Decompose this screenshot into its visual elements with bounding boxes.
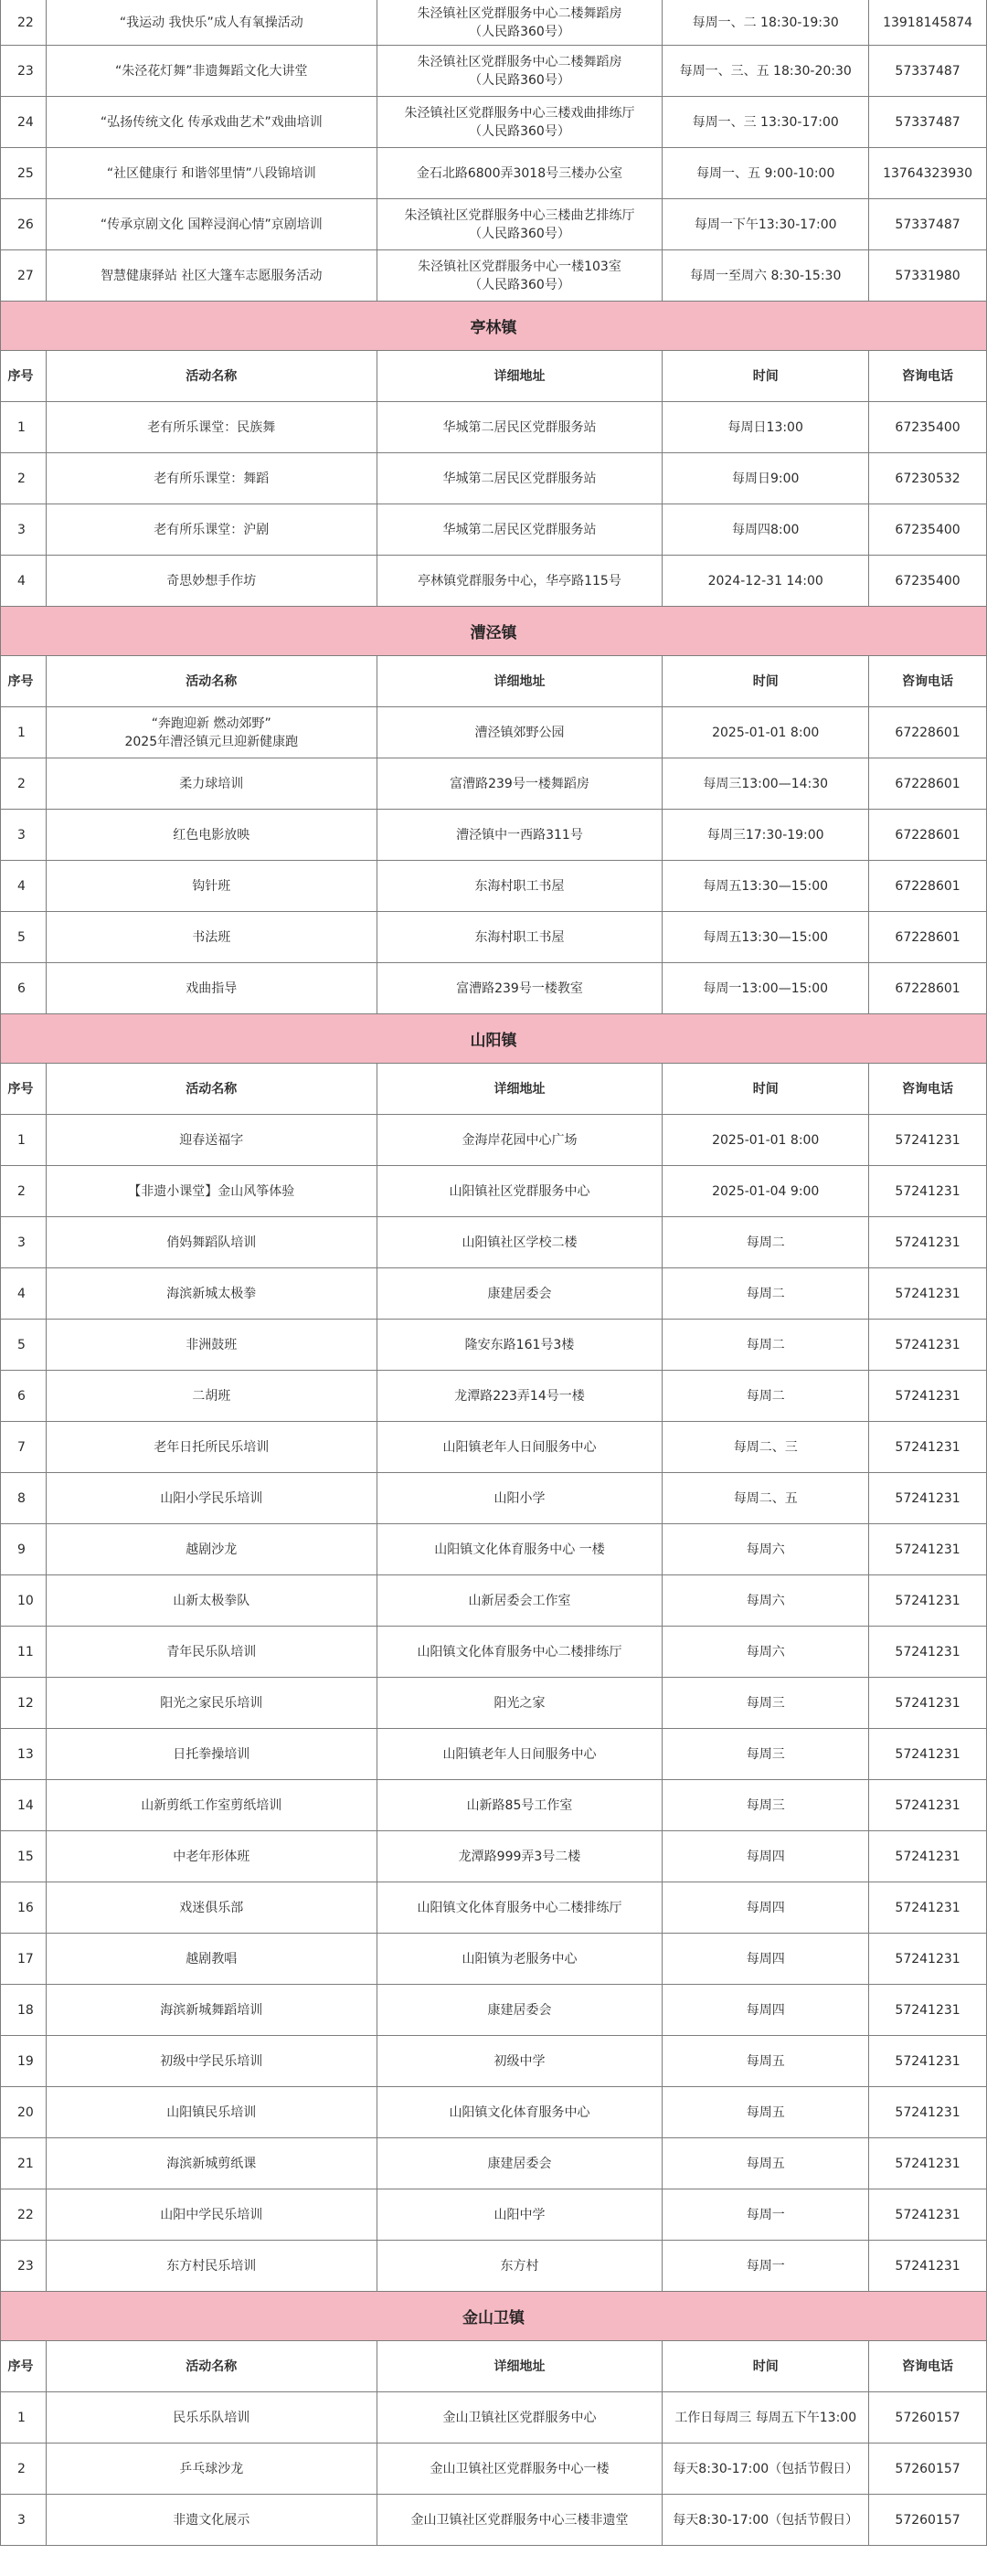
table-row xyxy=(1,1320,987,1371)
cell-phone: 57241231 xyxy=(869,2189,987,2240)
cell-name: 东方村民乐培训 xyxy=(47,2241,377,2291)
cell-no: 18 xyxy=(1,1985,47,2035)
cell-name: 老年日托所民乐培训 xyxy=(47,1422,377,1472)
cell-name: “弘扬传统文化 传承戏曲艺术”戏曲培训 xyxy=(47,97,377,147)
cell-phone: 57260157 xyxy=(869,2495,987,2545)
table-row xyxy=(1,97,987,148)
cell-time: 每周二 xyxy=(663,1268,869,1319)
cell-phone: 57241231 xyxy=(869,1371,987,1421)
cell-time: 每周六 xyxy=(663,1627,869,1677)
table-header-row xyxy=(1,2341,987,2392)
cell-name: 迎春送福字 xyxy=(47,1115,377,1165)
cell-no: 3 xyxy=(1,1217,47,1267)
cell-address: 东海村职工书屋 xyxy=(377,861,663,911)
cell-name: 日托拳操培训 xyxy=(47,1729,377,1779)
table-row xyxy=(1,453,987,504)
table-row xyxy=(1,1575,987,1627)
table-row xyxy=(1,2241,987,2292)
cell-address: 山阳镇老年人日间服务中心 xyxy=(377,1422,663,1472)
cell-time: 每周一13:00—15:00 xyxy=(663,963,869,1013)
cell-time: 每周六 xyxy=(663,1524,869,1574)
cell-name: 山新太极拳队 xyxy=(47,1575,377,1626)
cell-time: 每周四8:00 xyxy=(663,504,869,555)
table-row xyxy=(1,2138,987,2189)
cell-name: 乒乓球沙龙 xyxy=(47,2443,377,2494)
table-row xyxy=(1,2495,987,2546)
cell-no: 2 xyxy=(1,758,47,809)
cell-time: 每周三 xyxy=(663,1729,869,1779)
cell-address: 山阳镇文化体育服务中心 xyxy=(377,2087,663,2137)
cell-address: 金石北路6800弄3018号三楼办公室 xyxy=(377,148,663,198)
cell-time: 时间 xyxy=(663,656,869,706)
cell-phone: 67235400 xyxy=(869,402,987,452)
cell-phone: 57241231 xyxy=(869,1627,987,1677)
table-row xyxy=(1,1115,987,1166)
section-title: 漕泾镇 xyxy=(1,607,987,656)
cell-phone: 57337487 xyxy=(869,46,987,96)
cell-time: 每周一、三 13:30-17:00 xyxy=(663,97,869,147)
table-row xyxy=(1,199,987,250)
cell-no: 4 xyxy=(1,861,47,911)
cell-address: 朱泾镇社区党群服务中心二楼舞蹈房 （人民路360号） xyxy=(377,46,663,96)
cell-name: “朱泾花灯舞”非遗舞蹈文化大讲堂 xyxy=(47,46,377,96)
cell-phone: 57241231 xyxy=(869,1882,987,1933)
cell-time: 每天8:30-17:00（包括节假日） xyxy=(663,2495,869,2545)
cell-no: 1 xyxy=(1,707,47,758)
cell-name: 书法班 xyxy=(47,912,377,962)
cell-name: 活动名称 xyxy=(47,656,377,706)
cell-time: 每周一 xyxy=(663,2241,869,2291)
cell-phone: 咨询电话 xyxy=(869,1064,987,1114)
cell-phone: 67235400 xyxy=(869,504,987,555)
table-header-row xyxy=(1,1064,987,1115)
table-row xyxy=(1,707,987,758)
cell-time: 每周日13:00 xyxy=(663,402,869,452)
cell-phone: 67228601 xyxy=(869,912,987,962)
table-row xyxy=(1,402,987,453)
cell-phone: 57241231 xyxy=(869,1320,987,1370)
cell-time: 工作日每周三 每周五下午13:00 xyxy=(663,2392,869,2443)
cell-address: 金山卫镇社区党群服务中心三楼非遗堂 xyxy=(377,2495,663,2545)
cell-name: “传承京剧文化 国粹浸润心情”京剧培训 xyxy=(47,199,377,249)
cell-name: 柔力球培训 xyxy=(47,758,377,809)
cell-address: 朱泾镇社区党群服务中心一楼103室 （人民路360号） xyxy=(377,250,663,301)
cell-phone: 57337487 xyxy=(869,97,987,147)
cell-address: 龙潭路223弄14号一楼 xyxy=(377,1371,663,1421)
cell-address: 山阳镇文化体育服务中心 一楼 xyxy=(377,1524,663,1574)
cell-address: 详细地址 xyxy=(377,351,663,401)
cell-no: 2 xyxy=(1,453,47,504)
cell-phone: 57241231 xyxy=(869,1422,987,1472)
table-row xyxy=(1,250,987,302)
cell-address: 华城第二居民区党群服务站 xyxy=(377,504,663,555)
cell-name: 越剧沙龙 xyxy=(47,1524,377,1574)
cell-time: 每周一、二 18:30-19:30 xyxy=(663,0,869,45)
cell-address: 山阳镇社区学校二楼 xyxy=(377,1217,663,1267)
cell-name: 民乐乐队培训 xyxy=(47,2392,377,2443)
table-row xyxy=(1,504,987,556)
cell-name: 非遗文化展示 xyxy=(47,2495,377,2545)
cell-address: 详细地址 xyxy=(377,656,663,706)
cell-name: 钩针班 xyxy=(47,861,377,911)
cell-time: 每周三 xyxy=(663,1780,869,1830)
cell-no: 15 xyxy=(1,1831,47,1882)
cell-name: 活动名称 xyxy=(47,351,377,401)
cell-phone: 67228601 xyxy=(869,963,987,1013)
cell-no: 24 xyxy=(1,97,47,147)
cell-no: 7 xyxy=(1,1422,47,1472)
cell-time: 每周二 xyxy=(663,1217,869,1267)
cell-phone: 57241231 xyxy=(869,1780,987,1830)
cell-name: 二胡班 xyxy=(47,1371,377,1421)
table-row xyxy=(1,2087,987,2138)
cell-name: 活动名称 xyxy=(47,1064,377,1114)
cell-phone: 57260157 xyxy=(869,2392,987,2443)
cell-name: “社区健康行 和谐邻里情”八段锦培训 xyxy=(47,148,377,198)
cell-time: 每周二 xyxy=(663,1320,869,1370)
cell-phone: 57241231 xyxy=(869,1831,987,1882)
cell-name: 红色电影放映 xyxy=(47,810,377,860)
cell-time: 每周五 xyxy=(663,2087,869,2137)
cell-name: 【非遗小课堂】金山风筝体验 xyxy=(47,1166,377,1216)
cell-address: 富漕路239号一楼舞蹈房 xyxy=(377,758,663,809)
table-row xyxy=(1,1985,987,2036)
cell-time: 每周四 xyxy=(663,1934,869,1984)
cell-time: 每周三 xyxy=(663,1678,869,1728)
table-row xyxy=(1,1422,987,1473)
cell-phone: 67228601 xyxy=(869,707,987,758)
cell-no: 1 xyxy=(1,402,47,452)
cell-time: 2025-01-01 8:00 xyxy=(663,1115,869,1165)
cell-address: 东方村 xyxy=(377,2241,663,2291)
table-row xyxy=(1,1268,987,1320)
cell-no: 2 xyxy=(1,2443,47,2494)
cell-phone: 57241231 xyxy=(869,1678,987,1728)
cell-no: 6 xyxy=(1,963,47,1013)
cell-name: 海滨新城太极拳 xyxy=(47,1268,377,1319)
cell-no: 13 xyxy=(1,1729,47,1779)
table-row xyxy=(1,912,987,963)
table-row xyxy=(1,1217,987,1268)
table-row xyxy=(1,46,987,97)
table-row xyxy=(1,1882,987,1934)
cell-address: 朱泾镇社区党群服务中心二楼舞蹈房 （人民路360号） xyxy=(377,0,663,45)
cell-address: 康建居委会 xyxy=(377,2138,663,2189)
cell-phone: 57241231 xyxy=(869,2241,987,2291)
cell-no: 1 xyxy=(1,2392,47,2443)
cell-phone: 咨询电话 xyxy=(869,351,987,401)
cell-no: 9 xyxy=(1,1524,47,1574)
table-row xyxy=(1,1371,987,1422)
cell-phone: 咨询电话 xyxy=(869,656,987,706)
cell-no: 22 xyxy=(1,2189,47,2240)
cell-no: 1 xyxy=(1,1115,47,1165)
cell-name: 初级中学民乐培训 xyxy=(47,2036,377,2086)
cell-time: 每周五 xyxy=(663,2036,869,2086)
table-row xyxy=(1,1729,987,1780)
cell-time: 时间 xyxy=(663,2341,869,2391)
cell-phone: 57241231 xyxy=(869,1934,987,1984)
cell-phone: 57241231 xyxy=(869,2036,987,2086)
cell-address: 山阳中学 xyxy=(377,2189,663,2240)
cell-no: 4 xyxy=(1,1268,47,1319)
cell-name: 阳光之家民乐培训 xyxy=(47,1678,377,1728)
cell-time: 每周一至周六 8:30-15:30 xyxy=(663,250,869,301)
cell-name: “我运动 我快乐”成人有氧操活动 xyxy=(47,0,377,45)
cell-time: 时间 xyxy=(663,351,869,401)
cell-address: 山阳镇为老服务中心 xyxy=(377,1934,663,1984)
cell-no: 4 xyxy=(1,556,47,606)
cell-time: 每周日9:00 xyxy=(663,453,869,504)
cell-name: 山阳中学民乐培训 xyxy=(47,2189,377,2240)
cell-time: 每天8:30-17:00（包括节假日） xyxy=(663,2443,869,2494)
cell-time: 2024-12-31 14:00 xyxy=(663,556,869,606)
cell-address: 康建居委会 xyxy=(377,1268,663,1319)
cell-time: 每周四 xyxy=(663,1831,869,1882)
table-row xyxy=(1,1678,987,1729)
cell-address: 富漕路239号一楼教室 xyxy=(377,963,663,1013)
cell-phone: 13918145874 xyxy=(869,0,987,45)
section-title: 山阳镇 xyxy=(1,1014,987,1064)
cell-no: 5 xyxy=(1,912,47,962)
cell-no: 27 xyxy=(1,250,47,301)
cell-time: 每周二、三 xyxy=(663,1422,869,1472)
cell-phone: 57241231 xyxy=(869,1524,987,1574)
cell-name: 老有所乐课堂：民族舞 xyxy=(47,402,377,452)
cell-phone: 57241231 xyxy=(869,1575,987,1626)
cell-address: 东海村职工书屋 xyxy=(377,912,663,962)
table-header-row xyxy=(1,351,987,402)
cell-no: 序号 xyxy=(1,2341,47,2391)
table-row xyxy=(1,1166,987,1217)
cell-name: 中老年形体班 xyxy=(47,1831,377,1882)
cell-no: 序号 xyxy=(1,1064,47,1114)
cell-phone: 57260157 xyxy=(869,2443,987,2494)
cell-name: 戏曲指导 xyxy=(47,963,377,1013)
cell-name: 山阳小学民乐培训 xyxy=(47,1473,377,1523)
cell-phone: 57241231 xyxy=(869,1985,987,2035)
cell-no: 3 xyxy=(1,810,47,860)
cell-name: 俏妈舞蹈队培训 xyxy=(47,1217,377,1267)
cell-no: 12 xyxy=(1,1678,47,1728)
cell-address: 阳光之家 xyxy=(377,1678,663,1728)
cell-address: 山阳镇老年人日间服务中心 xyxy=(377,1729,663,1779)
cell-time: 每周四 xyxy=(663,1882,869,1933)
cell-address: 隆安东路161号3楼 xyxy=(377,1320,663,1370)
cell-address: 金山卫镇社区党群服务中心一楼 xyxy=(377,2443,663,2494)
table-row xyxy=(1,1473,987,1524)
cell-address: 亭林镇党群服务中心，华亭路115号 xyxy=(377,556,663,606)
section-title: 金山卫镇 xyxy=(1,2292,987,2341)
table-header-row xyxy=(1,656,987,707)
cell-time: 每周五13:30—15:00 xyxy=(663,861,869,911)
cell-phone: 57337487 xyxy=(869,199,987,249)
cell-address: 金山卫镇社区党群服务中心 xyxy=(377,2392,663,2443)
cell-name: 智慧健康驿站 社区大篷车志愿服务活动 xyxy=(47,250,377,301)
cell-no: 17 xyxy=(1,1934,47,1984)
cell-address: 详细地址 xyxy=(377,2341,663,2391)
cell-address: 山新路85号工作室 xyxy=(377,1780,663,1830)
cell-phone: 57331980 xyxy=(869,250,987,301)
cell-no: 19 xyxy=(1,2036,47,2086)
cell-no: 序号 xyxy=(1,351,47,401)
cell-name: 青年民乐队培训 xyxy=(47,1627,377,1677)
cell-no: 3 xyxy=(1,2495,47,2545)
cell-phone: 67235400 xyxy=(869,556,987,606)
cell-no: 5 xyxy=(1,1320,47,1370)
cell-time: 2025-01-04 9:00 xyxy=(663,1166,869,1216)
table-row xyxy=(1,1627,987,1678)
cell-time: 每周五13:30—15:00 xyxy=(663,912,869,962)
cell-phone: 57241231 xyxy=(869,1473,987,1523)
cell-name: 老有所乐课堂：舞蹈 xyxy=(47,453,377,504)
cell-no: 23 xyxy=(1,2241,47,2291)
cell-no: 26 xyxy=(1,199,47,249)
cell-address: 初级中学 xyxy=(377,2036,663,2086)
cell-phone: 67230532 xyxy=(869,453,987,504)
cell-address: 详细地址 xyxy=(377,1064,663,1114)
cell-address: 山阳镇社区党群服务中心 xyxy=(377,1166,663,1216)
cell-phone: 67228601 xyxy=(869,758,987,809)
cell-phone: 57241231 xyxy=(869,1115,987,1165)
cell-address: 华城第二居民区党群服务站 xyxy=(377,402,663,452)
cell-address: 龙潭路999弄3号二楼 xyxy=(377,1831,663,1882)
cell-no: 8 xyxy=(1,1473,47,1523)
cell-name: 越剧教唱 xyxy=(47,1934,377,1984)
table-row xyxy=(1,861,987,912)
cell-phone: 57241231 xyxy=(869,1268,987,1319)
table-row xyxy=(1,758,987,810)
cell-phone: 57241231 xyxy=(869,1166,987,1216)
cell-time: 每周二 xyxy=(663,1371,869,1421)
cell-address: 山阳镇文化体育服务中心二楼排练厅 xyxy=(377,1627,663,1677)
cell-no: 16 xyxy=(1,1882,47,1933)
cell-no: 21 xyxy=(1,2138,47,2189)
cell-no: 3 xyxy=(1,504,47,555)
cell-address: 朱泾镇社区党群服务中心三楼戏曲排练厅 （人民路360号） xyxy=(377,97,663,147)
cell-time: 每周一下午13:30-17:00 xyxy=(663,199,869,249)
cell-address: 山新居委会工作室 xyxy=(377,1575,663,1626)
cell-time: 每周三17:30-19:00 xyxy=(663,810,869,860)
table-row xyxy=(1,2189,987,2241)
cell-no: 6 xyxy=(1,1371,47,1421)
cell-no: 2 xyxy=(1,1166,47,1216)
table-row xyxy=(1,963,987,1014)
cell-phone: 67228601 xyxy=(869,810,987,860)
table-row xyxy=(1,2036,987,2087)
table-row xyxy=(1,1831,987,1882)
cell-time: 时间 xyxy=(663,1064,869,1114)
cell-name: 海滨新城舞蹈培训 xyxy=(47,1985,377,2035)
cell-address: 朱泾镇社区党群服务中心三楼曲艺排练厅 （人民路360号） xyxy=(377,199,663,249)
table-row xyxy=(1,2443,987,2495)
table-row xyxy=(1,810,987,861)
table-row xyxy=(1,1934,987,1985)
cell-name: 山新剪纸工作室剪纸培训 xyxy=(47,1780,377,1830)
cell-name: 奇思妙想手作坊 xyxy=(47,556,377,606)
cell-time: 每周五 xyxy=(663,2138,869,2189)
cell-name: 老有所乐课堂：沪剧 xyxy=(47,504,377,555)
table-row xyxy=(1,148,987,199)
cell-address: 山阳小学 xyxy=(377,1473,663,1523)
cell-name: “奔跑迎新 燃动郊野” 2025年漕泾镇元旦迎新健康跑 xyxy=(47,707,377,758)
cell-time: 每周三13:00—14:30 xyxy=(663,758,869,809)
cell-time: 每周六 xyxy=(663,1575,869,1626)
table-row xyxy=(1,0,987,46)
cell-name: 戏迷俱乐部 xyxy=(47,1882,377,1933)
cell-name: 山阳镇民乐培训 xyxy=(47,2087,377,2137)
cell-no: 11 xyxy=(1,1627,47,1677)
cell-address: 漕泾镇郊野公园 xyxy=(377,707,663,758)
cell-no: 20 xyxy=(1,2087,47,2137)
cell-name: 活动名称 xyxy=(47,2341,377,2391)
cell-no: 序号 xyxy=(1,656,47,706)
cell-address: 康建居委会 xyxy=(377,1985,663,2035)
table-row xyxy=(1,2392,987,2443)
cell-time: 2025-01-01 8:00 xyxy=(663,707,869,758)
cell-time: 每周二、五 xyxy=(663,1473,869,1523)
cell-address: 山阳镇文化体育服务中心二楼排练厅 xyxy=(377,1882,663,1933)
cell-address: 华城第二居民区党群服务站 xyxy=(377,453,663,504)
cell-phone: 57241231 xyxy=(869,2087,987,2137)
table-row xyxy=(1,556,987,607)
cell-phone: 13764323930 xyxy=(869,148,987,198)
cell-phone: 57241231 xyxy=(869,1729,987,1779)
cell-address: 金海岸花园中心广场 xyxy=(377,1115,663,1165)
cell-time: 每周一 xyxy=(663,2189,869,2240)
table-row xyxy=(1,1524,987,1575)
cell-phone: 57241231 xyxy=(869,1217,987,1267)
cell-name: 海滨新城剪纸课 xyxy=(47,2138,377,2189)
cell-time: 每周一、三、五 18:30-20:30 xyxy=(663,46,869,96)
cell-time: 每周一、五 9:00-10:00 xyxy=(663,148,869,198)
cell-time: 每周四 xyxy=(663,1985,869,2035)
cell-no: 23 xyxy=(1,46,47,96)
cell-no: 10 xyxy=(1,1575,47,1626)
cell-phone: 57241231 xyxy=(869,2138,987,2189)
cell-phone: 67228601 xyxy=(869,861,987,911)
cell-address: 漕泾镇中一西路311号 xyxy=(377,810,663,860)
cell-no: 14 xyxy=(1,1780,47,1830)
cell-no: 22 xyxy=(1,0,47,45)
table-row xyxy=(1,1780,987,1831)
cell-name: 非洲鼓班 xyxy=(47,1320,377,1370)
section-title: 亭林镇 xyxy=(1,302,987,351)
cell-phone: 咨询电话 xyxy=(869,2341,987,2391)
cell-no: 25 xyxy=(1,148,47,198)
